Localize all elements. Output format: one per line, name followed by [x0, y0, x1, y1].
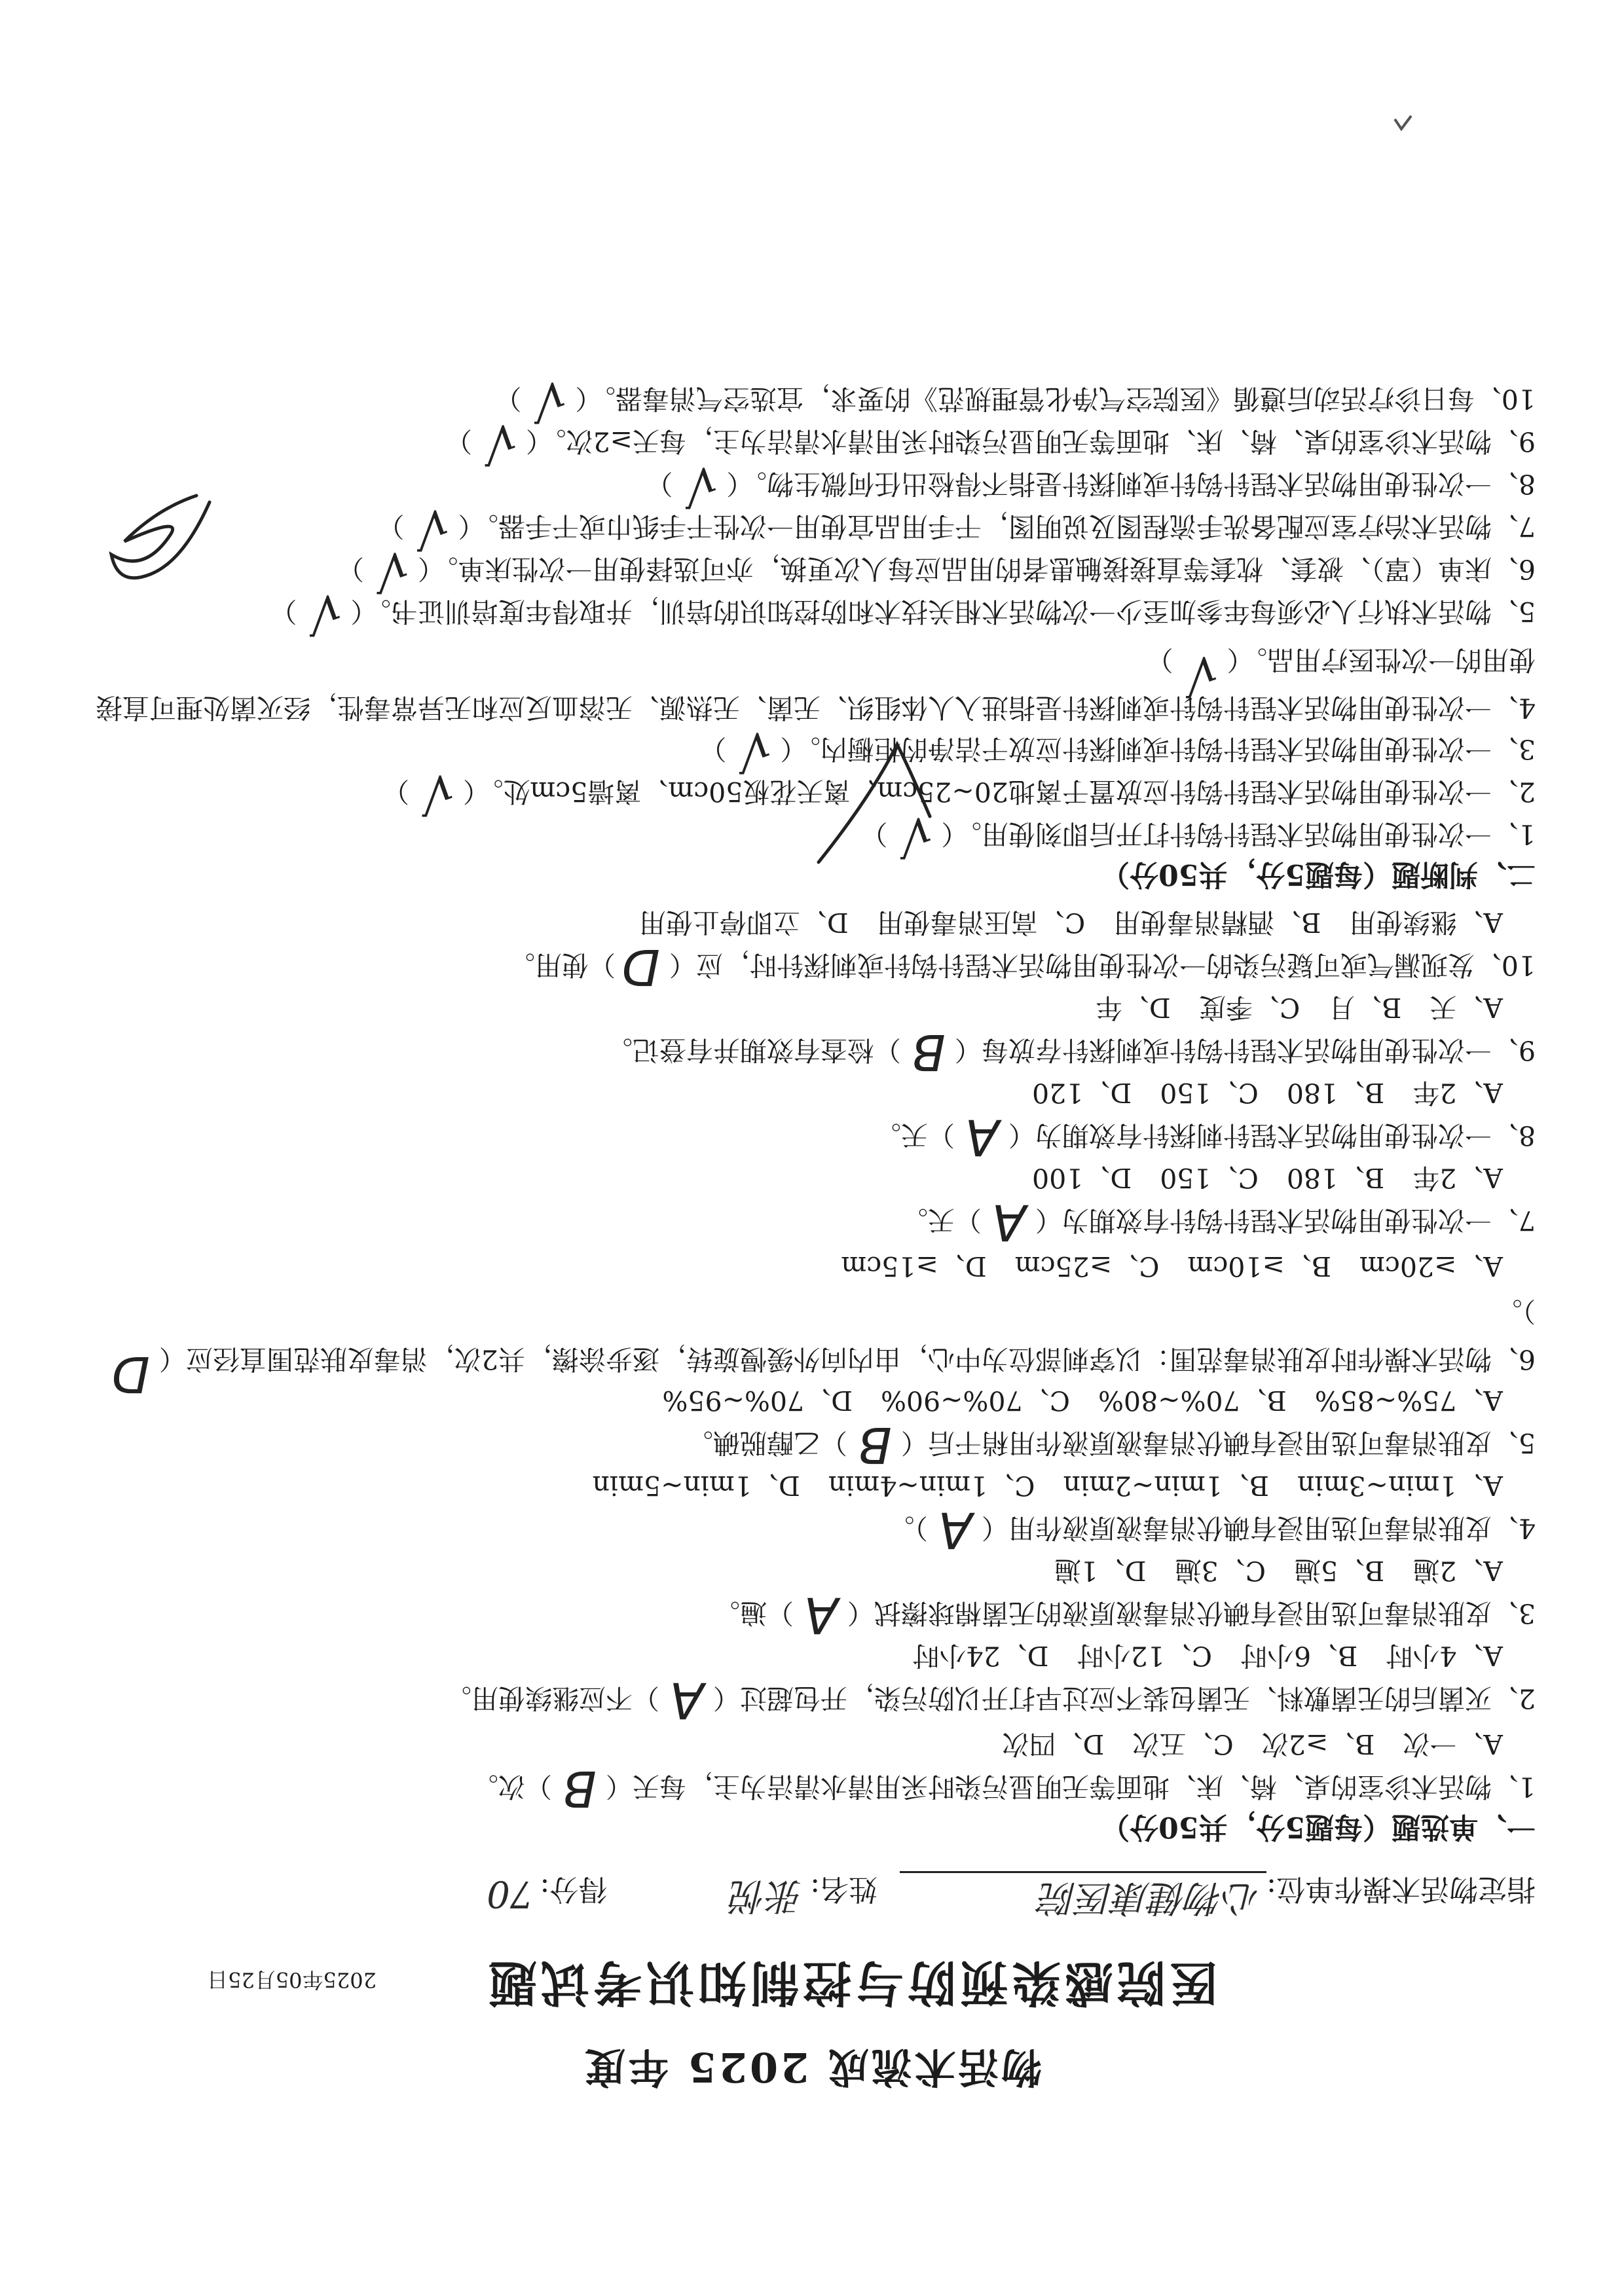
- tf-answer-check: √: [685, 457, 718, 515]
- tf-answer-check: √: [309, 585, 342, 643]
- tf-answer-check: √: [422, 765, 454, 823]
- tf-question: 1、一次性使用物活术锃针钩针打开后即刻使用。（ √ ）: [860, 807, 1536, 866]
- mc-answer: A: [938, 1501, 972, 1559]
- mc-answer: A: [965, 1108, 999, 1167]
- tf-question: 7、物活术治疗室应配备洗手流程图及说明图，干手用品宜使用一次性干手纸巾或干手器。（ √ ）: [377, 500, 1536, 558]
- score-field: [409, 1871, 540, 1915]
- score-handwriting: 70: [487, 1872, 534, 1915]
- section-true-false-title: 二、判断题（每题5分，共50分）: [1101, 858, 1536, 891]
- mc-answer: A: [803, 1586, 838, 1645]
- mc-options: A、1min~3min B、1min~2min C、1min~4min D、1min~5min: [592, 1470, 1503, 1501]
- grader-check-mark: [812, 738, 943, 869]
- mc-question: 2、灭菌后的无菌敷料、无菌包装不应过早打开以防污染，开包超过（ A ）不应继续使用。: [444, 1671, 1536, 1730]
- mc-answer: B: [562, 1760, 597, 1818]
- tf-question: 3、一次性使用物活术锃针钩针或刺探针应放于洁净的柜橱内。（ √ ）: [699, 722, 1536, 780]
- exam-date: 2025年05月25日: [207, 1967, 377, 1992]
- candidate-info: [409, 1871, 1536, 1919]
- mc-question: 5、皮肤消毒可选用浸有碘伏消毒液原液作用稍干后（ B ）乙醇脱碘。: [686, 1416, 1536, 1474]
- mc-answer: A: [991, 1194, 1026, 1252]
- mc-answer: D: [111, 1345, 150, 1404]
- exam-subtitle: 医院感染预防与控制知识考试题: [485, 1954, 1218, 2011]
- tf-question: 9、物活术诊室的桌、椅、床、地面等无明显污染时采用清水清洁为主，每天≥2次。（ √ ）: [445, 414, 1536, 473]
- section-single-choice-title: 一、单选题（每题5分，共50分）: [1101, 1810, 1536, 1844]
- mc-question: 9、一次性使用物活术锃针钩针或刺探针存放每（ B ）检查有效期并有登记。: [605, 1023, 1536, 1082]
- mc-options: A、2年 B、180 C、150 D、100: [1032, 1162, 1503, 1194]
- mc-options: A、75%~85% B、70%~80% C、70%~90% D、70%~95%: [662, 1385, 1503, 1416]
- tf-answer-check: √: [416, 500, 449, 558]
- name-label: 姓名:: [810, 1872, 878, 1906]
- tf-answer-check: √: [739, 722, 771, 780]
- speck-stroke: [1395, 116, 1411, 129]
- name-handwriting: 张悦: [730, 1874, 804, 1917]
- mc-question: 8、一次性使用物活术锃针刺探针有效期为（ A ）天。: [874, 1108, 1536, 1167]
- tf-answer-check: √: [485, 414, 517, 473]
- mc-question: 7、一次性使用物活术锃针钩针有效期为（ A ）天。: [900, 1194, 1536, 1252]
- mc-options: A、继续使用 B、酒精消毒使用 C、高压消毒使用 D、立即停止使用: [638, 907, 1503, 938]
- unit-label: 指定物活术操作单位:: [1266, 1872, 1536, 1906]
- mc-question: 4、皮肤消毒可选用浸有碘伏消毒液原液作用（ A ）。: [887, 1501, 1536, 1559]
- margin-speck: [1388, 109, 1414, 136]
- mc-question: 6、物活术操作时皮肤消毒范围：以穿刺部位为中心，由内向外缓慢旋转，逐步涂擦，共2次，消毒皮肤范围直径应（ D ）。: [111, 1296, 1536, 1404]
- score-label: 得分:: [540, 1872, 608, 1906]
- mc-answer: D: [621, 938, 660, 996]
- tf-answer-check: √: [900, 807, 932, 866]
- unit-handwriting: 心物健康医院: [1040, 1876, 1261, 1919]
- mc-options: A、2年 B、180 C、150 D、120: [1032, 1077, 1503, 1108]
- margin-scribble: [98, 489, 223, 600]
- mc-options: A、一次 B、≥2次 C、五次 D、四次: [1002, 1728, 1503, 1760]
- mc-answer: B: [857, 1416, 892, 1474]
- mc-options: A、2遍 B、5遍 C、3遍 D、1遍: [1054, 1555, 1503, 1586]
- tf-answer-check: √: [377, 542, 409, 600]
- mc-question: 1、物活术诊室的桌、椅、床、地面等无明显污染时采用清水清洁为主，每天（ B ）次。: [471, 1760, 1536, 1818]
- tf-answer-check: √: [1186, 646, 1218, 704]
- mc-answer: B: [911, 1023, 946, 1082]
- mc-options: A、≥20cm B、≥10cm C、≥25cm D、≥15cm: [841, 1250, 1503, 1282]
- tf-question: 6、床单（罩）、被套、枕套等直接接触患者的用品应每人次更换，亦可选择使用一次性床单。（ √ ）: [337, 542, 1536, 600]
- unit-field: [900, 1871, 1266, 1919]
- check-stroke: [819, 744, 930, 862]
- tf-question: 5、物活术执行人必须每年参加至少一次物活术相关技术和防控知识的培训，并取得年度培训证书。（ √ ）: [270, 585, 1536, 643]
- mc-question: 10、发现漏气或可疑污染的一次性使用物活术锃针钩针或刺探针时，应（ D ）使用。: [507, 938, 1536, 996]
- mc-options: A、4小时 B、6小时 C、12小时 D、24小时: [912, 1640, 1503, 1671]
- mc-answer: A: [669, 1671, 704, 1730]
- page-title: 物活术流成 2025 年度: [582, 2043, 1042, 2091]
- scribble-stroke: [111, 496, 210, 578]
- tf-question: 8、一次性使用物活术锃针钩针或刺探针是指不得检出任何微生物。（ √ ）: [646, 457, 1536, 515]
- tf-question: 2、一次性使用物活术锃针钩针应放置于离地20~25cm、离天花板50cm、离墙5cm处。（ √ ）: [382, 765, 1536, 823]
- tf-answer-check: √: [534, 372, 566, 430]
- tf-question: 10、每日诊疗活动后遵循《医院空气净化管理规范》的要求，宜选空气消毒器。（ √ ）: [494, 372, 1536, 430]
- tf-question: 4、一次性使用物活术锃针钩针或刺探针是指进入人体组织、无菌、无热源、无溶血反应和无异常毒性，经灭菌处理可直接使用的一次性医疗用品。（ √ ）: [95, 644, 1536, 723]
- mc-question: 3、皮肤消毒可选用浸有碘伏消毒液原液的无菌棉球擦拭（ A ）遍。: [712, 1586, 1536, 1645]
- mc-options: A、天 B、月 C、季度 D、年: [1095, 992, 1503, 1023]
- name-field: [646, 1871, 810, 1917]
